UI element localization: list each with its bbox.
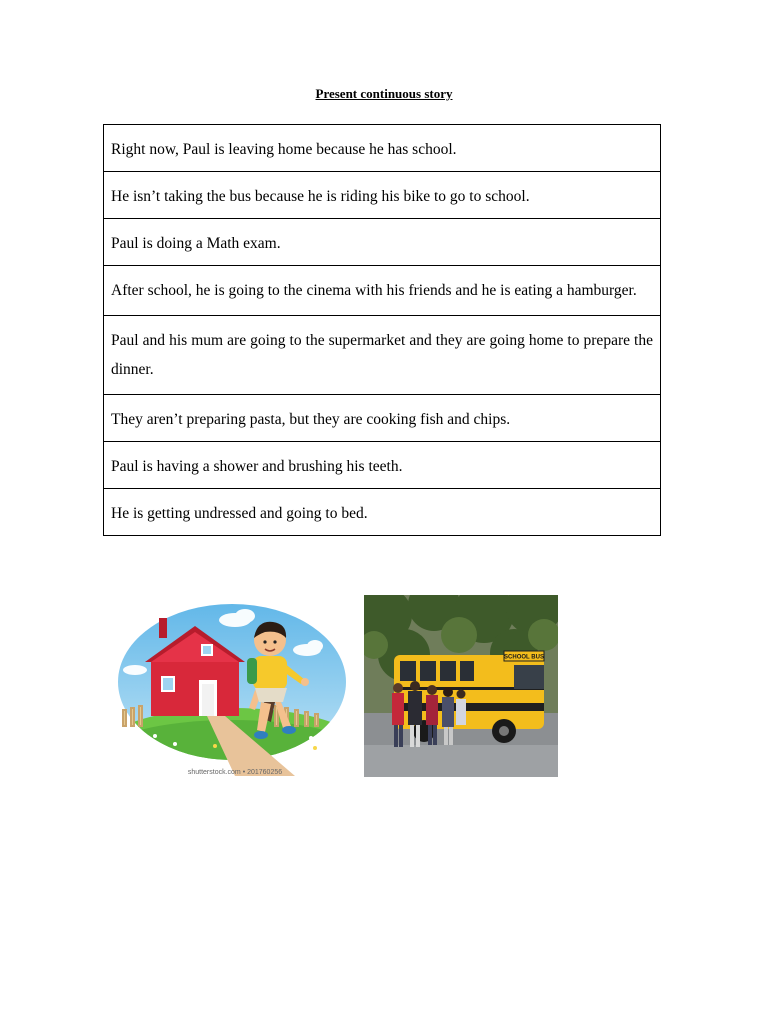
- house-illustration-svg: [115, 598, 349, 782]
- story-sentence-6: They aren’t preparing pasta, but they are cooking fish and chips.: [104, 395, 661, 442]
- school-bus-photo: [364, 595, 558, 777]
- boy-leaving-house-illustration: [115, 598, 349, 782]
- story-sentence-4: After school, he is going to the cinema with his friends and he is eating a hamburger.: [104, 266, 661, 316]
- bus-photo-svg: [364, 595, 558, 777]
- story-sentence-5: Paul and his mum are going to the supermarket and they are going home to prepare the dinner.: [104, 316, 661, 395]
- table-row: [104, 219, 661, 266]
- story-sentence-7: Paul is having a shower and brushing his teeth.: [104, 442, 661, 489]
- story-sentence-8: He is getting undressed and going to bed.: [104, 489, 661, 536]
- story-table: [103, 124, 661, 536]
- story-sentence-1: Right now, Paul is leaving home because he has school.: [104, 125, 661, 172]
- table-row: [104, 172, 661, 219]
- table-row: [104, 489, 661, 536]
- story-sentence-3: Paul is doing a Math exam.: [104, 219, 661, 266]
- table-row: [104, 316, 661, 395]
- bus-sign-text: SCHOOL BUS: [504, 654, 544, 661]
- table-row: [104, 125, 661, 172]
- stock-caption: shutterstock.com • 201760256: [187, 769, 283, 776]
- table-row: [104, 442, 661, 489]
- page-title: Present continuous story: [315, 86, 453, 101]
- table-row: [104, 395, 661, 442]
- story-sentence-2: He isn’t taking the bus because he is riding his bike to go to school.: [104, 172, 661, 219]
- table-row: [104, 266, 661, 316]
